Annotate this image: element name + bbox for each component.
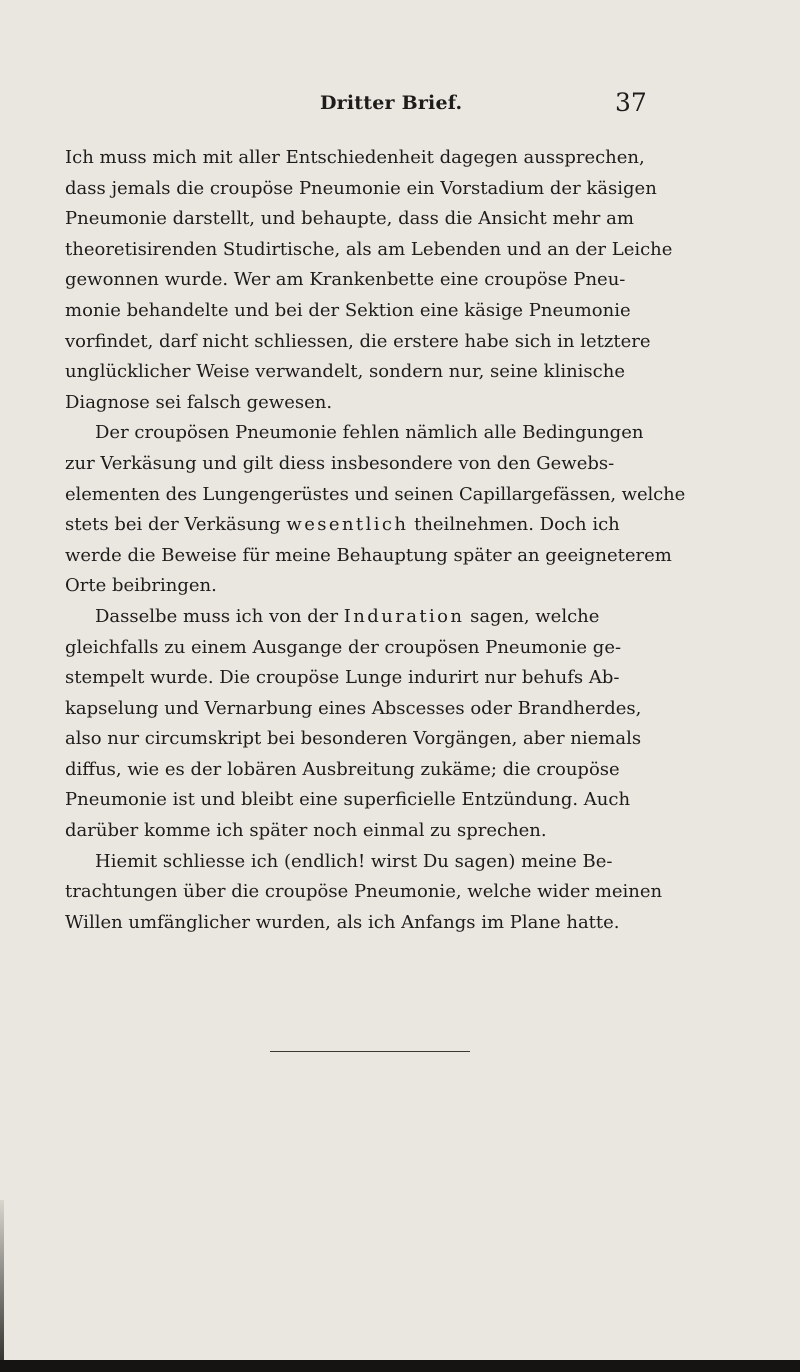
text-line xyxy=(65,694,685,725)
text-line xyxy=(65,755,685,786)
section-divider xyxy=(270,1051,470,1052)
text-line xyxy=(65,418,685,449)
text-run: stempelt wurde. Die croupöse Lunge indurirt nur behufs Ab- xyxy=(65,667,620,689)
text-run: gewonnen wurde. Wer am Krankenbette eine croupöse Pneu- xyxy=(65,269,626,291)
scan-bottom-edge xyxy=(0,1360,800,1372)
text-line xyxy=(65,724,685,755)
text-line xyxy=(65,908,685,939)
text-line xyxy=(65,265,685,296)
running-head xyxy=(0,88,800,122)
text-line xyxy=(65,449,685,480)
text-line xyxy=(65,204,685,235)
text-run: stets bei der Verkäsung xyxy=(65,514,287,536)
text-line xyxy=(65,143,685,174)
text-line xyxy=(65,357,685,388)
text-line xyxy=(65,785,685,816)
text-line xyxy=(65,816,685,847)
text-line xyxy=(65,602,685,633)
text-run: Hiemit schliesse ich (endlich! wirst Du sagen) meine Be- xyxy=(95,850,613,872)
text-run: theilnehmen. Doch ich xyxy=(408,514,620,536)
text-line xyxy=(65,877,685,908)
emphasized-word: Induration xyxy=(343,605,465,627)
text-line xyxy=(65,388,685,419)
emphasized-word: wesentlich xyxy=(286,514,409,536)
text-run: Willen umfänglicher wurden, als ich Anfangs im Plane hatte. xyxy=(65,911,620,933)
text-line xyxy=(65,847,685,878)
text-run: Orte beibringen. xyxy=(65,575,217,597)
text-line xyxy=(65,510,685,541)
text-line xyxy=(65,296,685,327)
text-run: sagen, welche xyxy=(464,605,600,627)
text-run: vorfindet, darf nicht schliessen, die erstere habe sich in letztere xyxy=(65,330,651,352)
text-run: Ich muss mich mit aller Entschiedenheit dagegen aussprechen, xyxy=(65,147,645,168)
page-edge-shadow xyxy=(0,1200,4,1372)
text-line xyxy=(65,480,685,511)
text-run: werde die Beweise für meine Behauptung später an geeigneterem xyxy=(65,544,672,566)
body-text xyxy=(65,143,685,938)
text-run: Diagnose sei falsch gewesen. xyxy=(65,391,333,413)
text-line xyxy=(65,327,685,358)
text-line xyxy=(65,235,685,266)
text-run: kapselung und Vernarbung eines Abscesses oder Brandherdes, xyxy=(65,697,642,719)
text-run: gleichfalls zu einem Ausgange der croupösen Pneumonie ge- xyxy=(65,636,622,658)
text-run: trachtungen über die croupöse Pneumonie, welche wider meinen xyxy=(65,881,663,903)
text-run: monie behandelte und bei der Sektion eine käsige Pneumonie xyxy=(65,299,631,321)
text-run: zur Verkäsung und gilt diess insbesondere von den Gewebs- xyxy=(65,452,615,474)
text-run: also nur circumskript bei besonderen Vorgängen, aber niemals xyxy=(65,728,642,750)
text-run: Pneumonie darstellt, und behaupte, dass die Ansicht mehr am xyxy=(65,208,634,230)
text-run: Der croupösen Pneumonie fehlen nämlich alle Bedingungen xyxy=(95,422,644,444)
text-line xyxy=(65,571,685,602)
text-run: Pneumonie ist und bleibt eine superficielle Entzündung. Auch xyxy=(65,789,631,811)
text-run: elementen des Lungengerüstes und seinen Capillargefässen, welche xyxy=(65,483,686,505)
text-run: diffus, wie es der lobären Ausbreitung zukäme; die croupöse xyxy=(65,758,620,780)
chapter-title: Dritter Brief. xyxy=(320,92,463,114)
page-number: 37 xyxy=(615,88,647,117)
text-line xyxy=(65,633,685,664)
text-line xyxy=(65,541,685,572)
text-run: theoretisirenden Studirtische, als am Lebenden und an der Leiche xyxy=(65,238,673,260)
text-run: dass jemals die croupöse Pneumonie ein Vorstadium der käsigen xyxy=(65,177,657,199)
text-run: Dasselbe muss ich von der xyxy=(95,605,344,627)
text-run: unglücklicher Weise verwandelt, sondern nur, seine klinische xyxy=(65,361,625,383)
text-run: darüber komme ich später noch einmal zu sprechen. xyxy=(65,820,547,842)
text-line xyxy=(65,663,685,694)
text-line xyxy=(65,174,685,205)
